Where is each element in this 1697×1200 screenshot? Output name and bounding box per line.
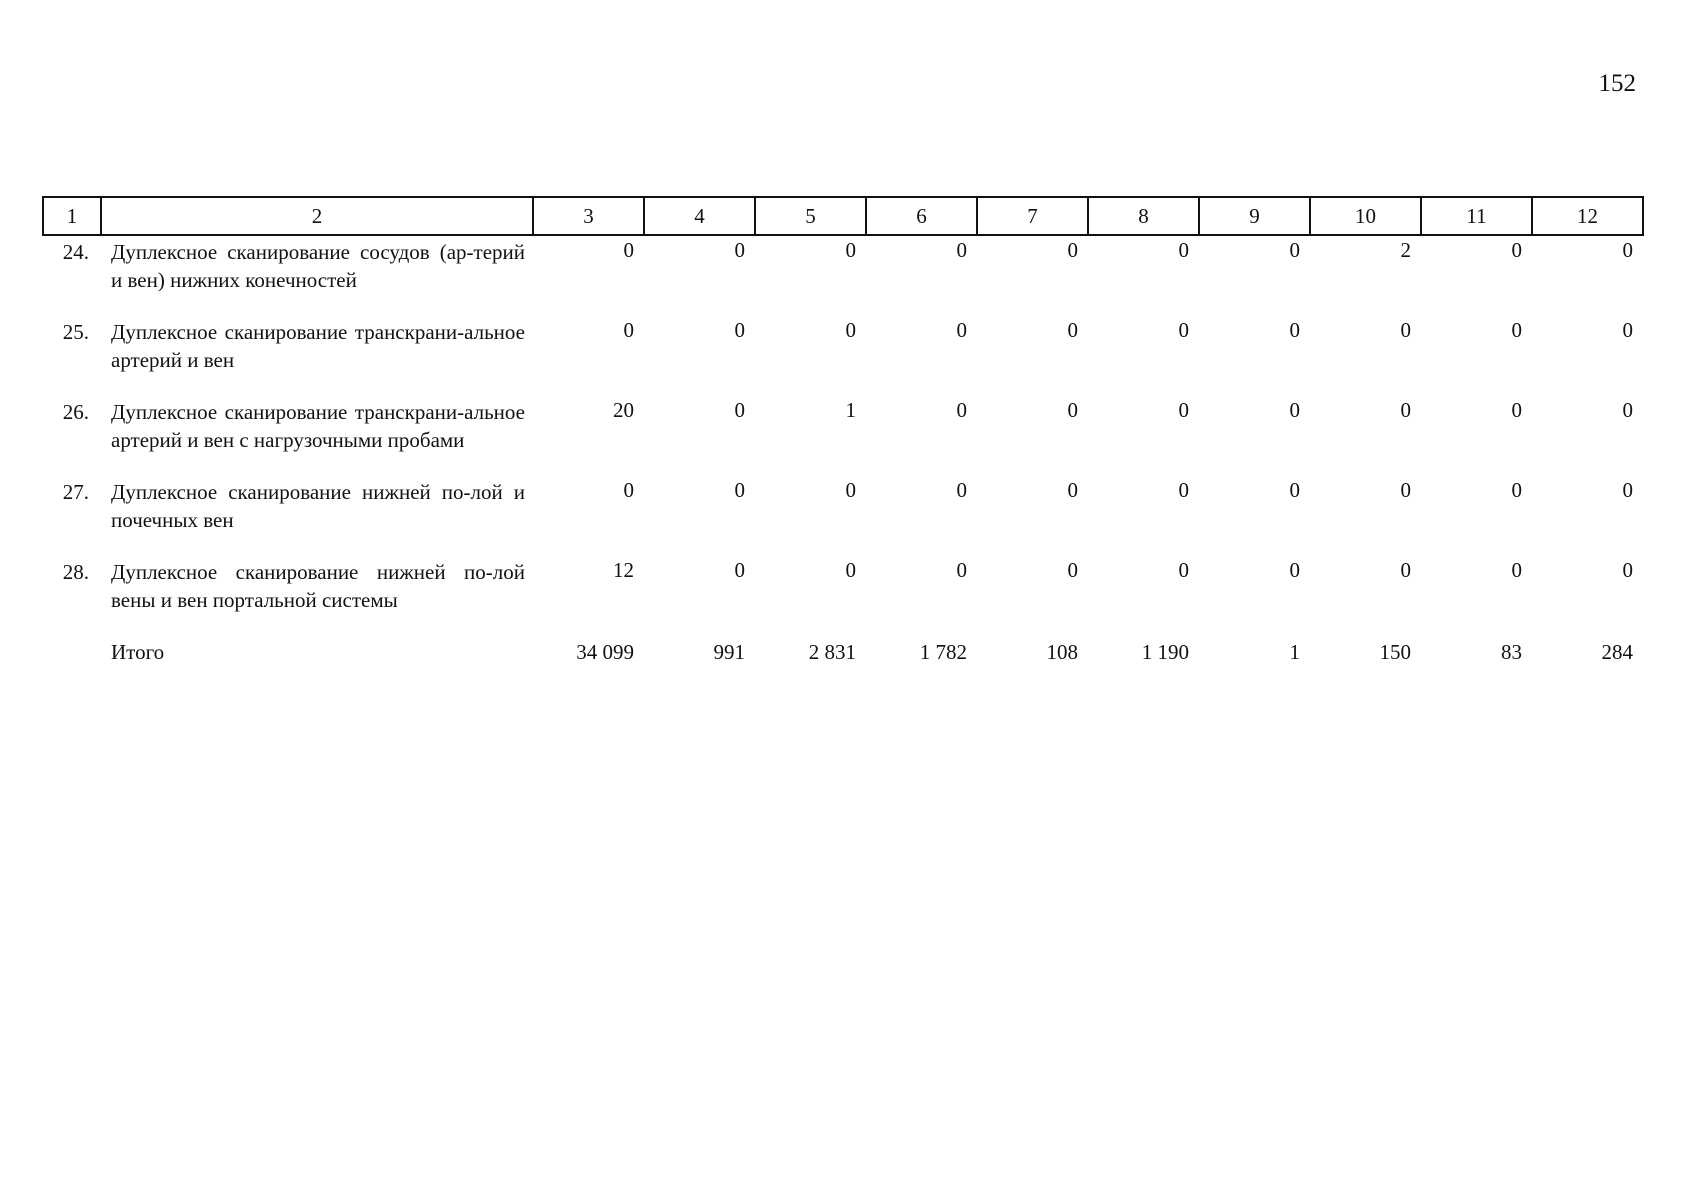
total-value: 1 190	[1141, 640, 1189, 664]
row-value: 0	[1511, 398, 1522, 422]
row-name: Дуплексное сканирование транскрани-альное артерий и вен с нагрузочными пробами	[111, 400, 525, 452]
row-value: 0	[1289, 398, 1300, 422]
table-row	[43, 396, 1643, 476]
total-value: 991	[713, 640, 745, 664]
row-value: 0	[1400, 478, 1411, 502]
total-value: 284	[1601, 640, 1633, 664]
data-table	[42, 196, 1644, 666]
total-number-cell	[43, 636, 101, 666]
column-header: 3	[533, 197, 644, 235]
column-header: 8	[1088, 197, 1199, 235]
row-value: 0	[734, 398, 745, 422]
row-value: 0	[1511, 478, 1522, 502]
column-header: 11	[1421, 197, 1532, 235]
row-value: 0	[1178, 478, 1189, 502]
row-value: 0	[1067, 238, 1078, 262]
row-value: 0	[1511, 238, 1522, 262]
row-value: 0	[956, 558, 967, 582]
total-value: 34 099	[576, 640, 634, 664]
table-row	[43, 316, 1643, 396]
row-value: 1	[845, 398, 856, 422]
row-value: 0	[623, 318, 634, 342]
row-value: 0	[1622, 318, 1633, 342]
row-value: 0	[1067, 478, 1078, 502]
row-value: 0	[1178, 238, 1189, 262]
total-value: 2 831	[808, 640, 856, 664]
row-value: 0	[623, 478, 634, 502]
row-value: 0	[956, 318, 967, 342]
row-value: 0	[1511, 318, 1522, 342]
row-number: 25.	[62, 320, 89, 344]
row-value: 0	[623, 238, 634, 262]
column-header: 6	[866, 197, 977, 235]
total-row	[43, 636, 1643, 666]
row-number: 27.	[62, 480, 89, 504]
total-value: 150	[1379, 640, 1411, 664]
table-row	[43, 476, 1643, 556]
row-value: 0	[1622, 478, 1633, 502]
row-number: 26.	[62, 400, 89, 424]
row-name: Дуплексное сканирование транскрани-альное артерий и вен	[111, 320, 525, 372]
row-value: 0	[1400, 398, 1411, 422]
page-number: 152	[1598, 70, 1636, 97]
row-name: Дуплексное сканирование нижней по-лой и почечных вен	[111, 480, 525, 532]
column-header: 9	[1199, 197, 1310, 235]
row-value: 0	[1289, 478, 1300, 502]
row-name: Дуплексное сканирование сосудов (ар-терий и вен) нижних конечностей	[111, 240, 525, 292]
row-value: 0	[1622, 558, 1633, 582]
row-value: 0	[1067, 318, 1078, 342]
column-header: 12	[1532, 197, 1643, 235]
row-value: 0	[845, 238, 856, 262]
row-value: 0	[1400, 318, 1411, 342]
column-header: 5	[755, 197, 866, 235]
row-value: 0	[1289, 558, 1300, 582]
row-value: 0	[1622, 398, 1633, 422]
row-value: 0	[734, 238, 745, 262]
table-header-row	[43, 197, 1643, 235]
row-value: 0	[734, 478, 745, 502]
table-row	[43, 235, 1643, 316]
column-header: 10	[1310, 197, 1421, 235]
row-value: 0	[734, 318, 745, 342]
row-value: 20	[613, 398, 634, 422]
row-value: 0	[1178, 318, 1189, 342]
row-number: 24.	[62, 240, 89, 264]
row-value: 0	[1511, 558, 1522, 582]
row-value: 0	[1289, 318, 1300, 342]
total-value: 1	[1289, 640, 1300, 664]
row-value: 12	[613, 558, 634, 582]
row-value: 0	[956, 478, 967, 502]
row-value: 0	[1178, 558, 1189, 582]
row-value: 0	[845, 318, 856, 342]
row-name: Дуплексное сканирование нижней по-лой вены и вен портальной системы	[111, 560, 525, 612]
total-value: 1 782	[919, 640, 967, 664]
column-header: 4	[644, 197, 755, 235]
total-value: 108	[1046, 640, 1078, 664]
row-number: 28.	[62, 560, 89, 584]
column-header: 2	[101, 197, 533, 235]
table-row	[43, 556, 1643, 636]
row-value: 0	[1400, 558, 1411, 582]
row-value: 2	[1400, 238, 1411, 262]
row-value: 0	[1622, 238, 1633, 262]
row-value: 0	[845, 478, 856, 502]
column-header: 1	[43, 197, 101, 235]
row-value: 0	[1067, 558, 1078, 582]
column-header: 7	[977, 197, 1088, 235]
total-label: Итого	[111, 640, 165, 664]
row-value: 0	[956, 398, 967, 422]
row-value: 0	[734, 558, 745, 582]
total-value: 83	[1501, 640, 1522, 664]
row-value: 0	[1178, 398, 1189, 422]
row-value: 0	[956, 238, 967, 262]
row-value: 0	[845, 558, 856, 582]
row-value: 0	[1289, 238, 1300, 262]
row-value: 0	[1067, 398, 1078, 422]
